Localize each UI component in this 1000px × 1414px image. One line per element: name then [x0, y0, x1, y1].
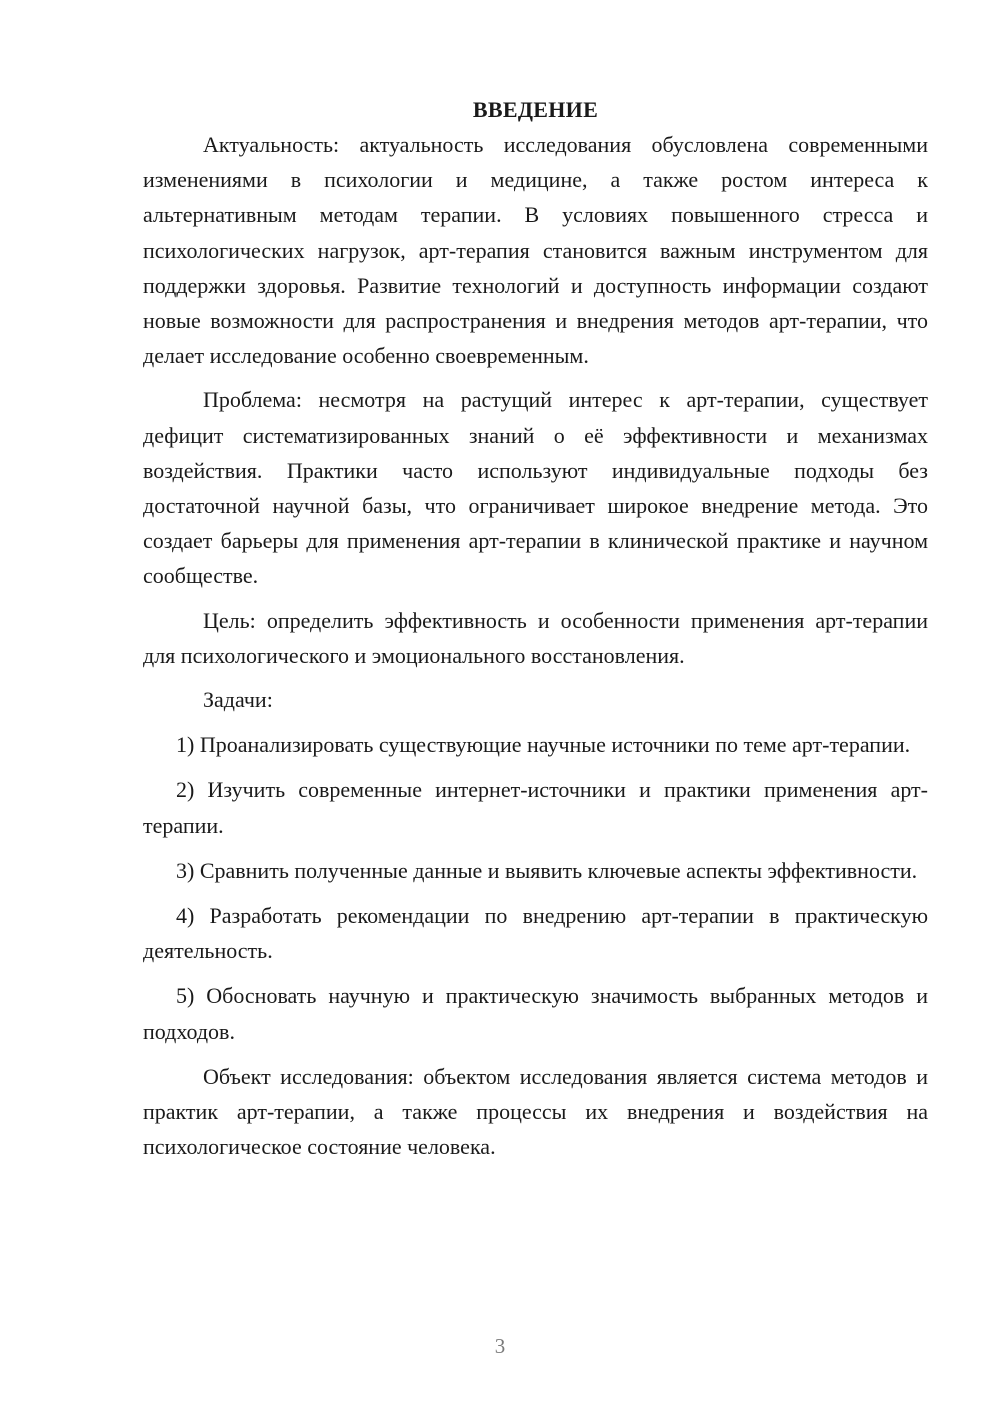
page-title: ВВЕДЕНИЕ	[472, 97, 599, 122]
tasks-heading: Задачи:	[203, 687, 273, 713]
problem-paragraph: Проблема: несмотря на растущий интерес к арт-терапии, существует дефицит систематизированных знаний о её эффективности и механизмах воздействия. Практики часто используют индивидуальные подходы без достаточной научной базы, что ограничивает широкое внедрение метода. Это создает барьеры для применения арт-терапии в клинической практике и научном сообществе.	[143, 387, 928, 589]
object-paragraph: Объект исследования: объектом исследования является система методов и практик арт-терапии, а также процессы их внедрения и воздействия на психологическое состояние человека.	[143, 1063, 928, 1160]
task-item-5: 5) Обосновать научную и практическую значимость выбранных методов и подходов.	[143, 983, 928, 1044]
goal-paragraph: Цель: определить эффективность и особенности применения арт-терапии для психологического и эмоционального восстановления.	[143, 607, 928, 668]
task-item-2: 2) Изучить современные интернет-источники и практики применения арт-терапии.	[143, 777, 928, 838]
task-item-3: 3) Сравнить полученные данные и выявить ключевые аспекты эффективности.	[176, 857, 918, 883]
page-number: 3	[494, 1334, 506, 1358]
task-item-1: 1) Проанализировать существующие научные источники по теме арт-терапии.	[176, 732, 911, 758]
task-item-4: 4) Разработать рекомендации по внедрению арт-терапии в практическую деятельность.	[143, 903, 928, 964]
document-page	[143, 95, 928, 1164]
relevance-paragraph: Актуальность: актуальность исследования обусловлена современными изменениями в психологии и медицине, а также ростом интереса к альтернативным методам терапии. В условиях повышенного стресса и психологических нагрузок, арт-терапия становится важным инструментом для поддержки здоровья. Развитие технологий и доступность информации создают новые возможности для распространения и внедрения методов арт-терапии, что делает исследование особенно своевременным.	[143, 132, 928, 369]
